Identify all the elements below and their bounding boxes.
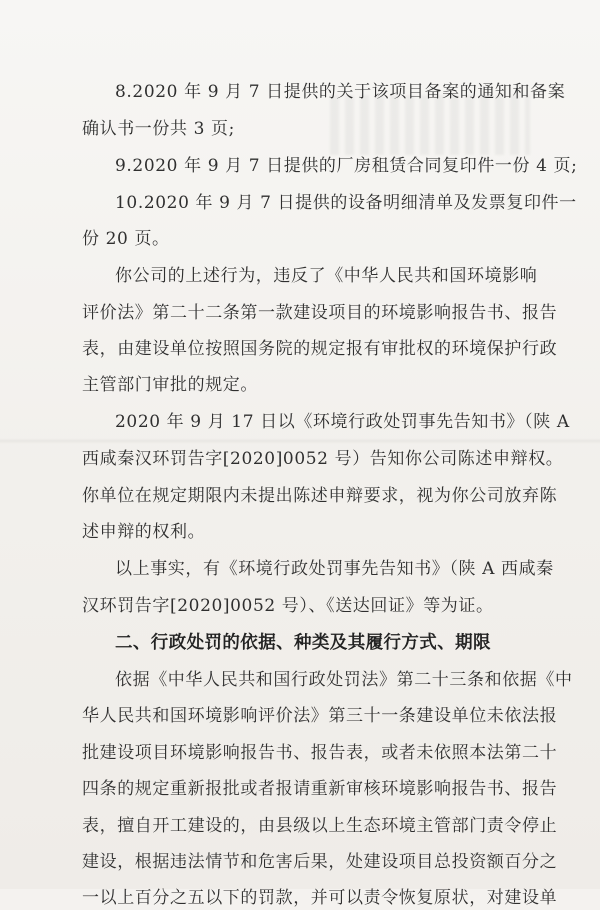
text-line: 8.2020 年 9 月 7 日提供的关于该项目备案的通知和备案 bbox=[115, 82, 566, 102]
text-line: 表，由建设单位按照国务院的规定报有审批权的环境保护行政 bbox=[82, 339, 558, 359]
text-line: 确认书一份共 3 页; bbox=[82, 119, 235, 139]
text-line: 你公司的上述行为，违反了《中华人民共和国环境影响 bbox=[115, 266, 538, 286]
section-heading: 二、行政处罚的依据、种类及其履行方式、期限 bbox=[115, 633, 491, 653]
text-line: 表，擅自开工建设的，由县级以上生态环境主管部门责令停止 bbox=[82, 816, 558, 836]
text-line: 汉环罚告字[2020]0052 号）、《送达回证》等为证。 bbox=[82, 596, 494, 616]
text-line: 主管部门审批的规定。 bbox=[82, 375, 258, 395]
text-line: 份 20 页。 bbox=[82, 229, 170, 249]
text-line: 一以上百分之五以下的罚款，并可以责令恢复原状，对建设单 bbox=[82, 888, 558, 908]
text-line: 建设，根据违法情节和危害后果，处建设项目总投资额百分之 bbox=[82, 852, 558, 872]
text-line: 以上事实，有《环境行政处罚事先告知书》（陕 A 西咸秦 bbox=[115, 559, 554, 579]
text-line: 四条的规定重新报批或者报请重新审核环境影响报告书、报告 bbox=[82, 779, 558, 799]
text-line: 9.2020 年 9 月 7 日提供的厂房租赁合同复印件一份 4 页; bbox=[115, 156, 578, 176]
paper-fold bbox=[0, 438, 600, 444]
text-line: 依据《中华人民共和国行政处罚法》第二十三条和依据《中 bbox=[115, 670, 573, 690]
text-line: 华人民共和国环境影响评价法》第三十一条建设单位未依法报 bbox=[82, 706, 558, 726]
text-line: 西咸秦汉环罚告字[2020]0052 号）告知你公司陈述申辩权。 bbox=[82, 449, 564, 469]
text-line: 10.2020 年 9 月 7 日提供的设备明细清单及发票复印件一 bbox=[115, 193, 577, 213]
text-line: 批建设项目环境影响报告书、报告表，或者未依照本法第二十 bbox=[82, 743, 558, 763]
text-line: 2020 年 9 月 17 日以《环境行政处罚事先告知书》（陕 A bbox=[115, 412, 570, 432]
text-line: 评价法》第二十二条第一款建设项目的环境影响报告书、报告 bbox=[82, 303, 558, 323]
text-line: 你单位在规定期限内未提出陈述申辩要求，视为你公司放弃陈 bbox=[82, 486, 558, 506]
text-line: 述申辩的权利。 bbox=[82, 522, 206, 542]
